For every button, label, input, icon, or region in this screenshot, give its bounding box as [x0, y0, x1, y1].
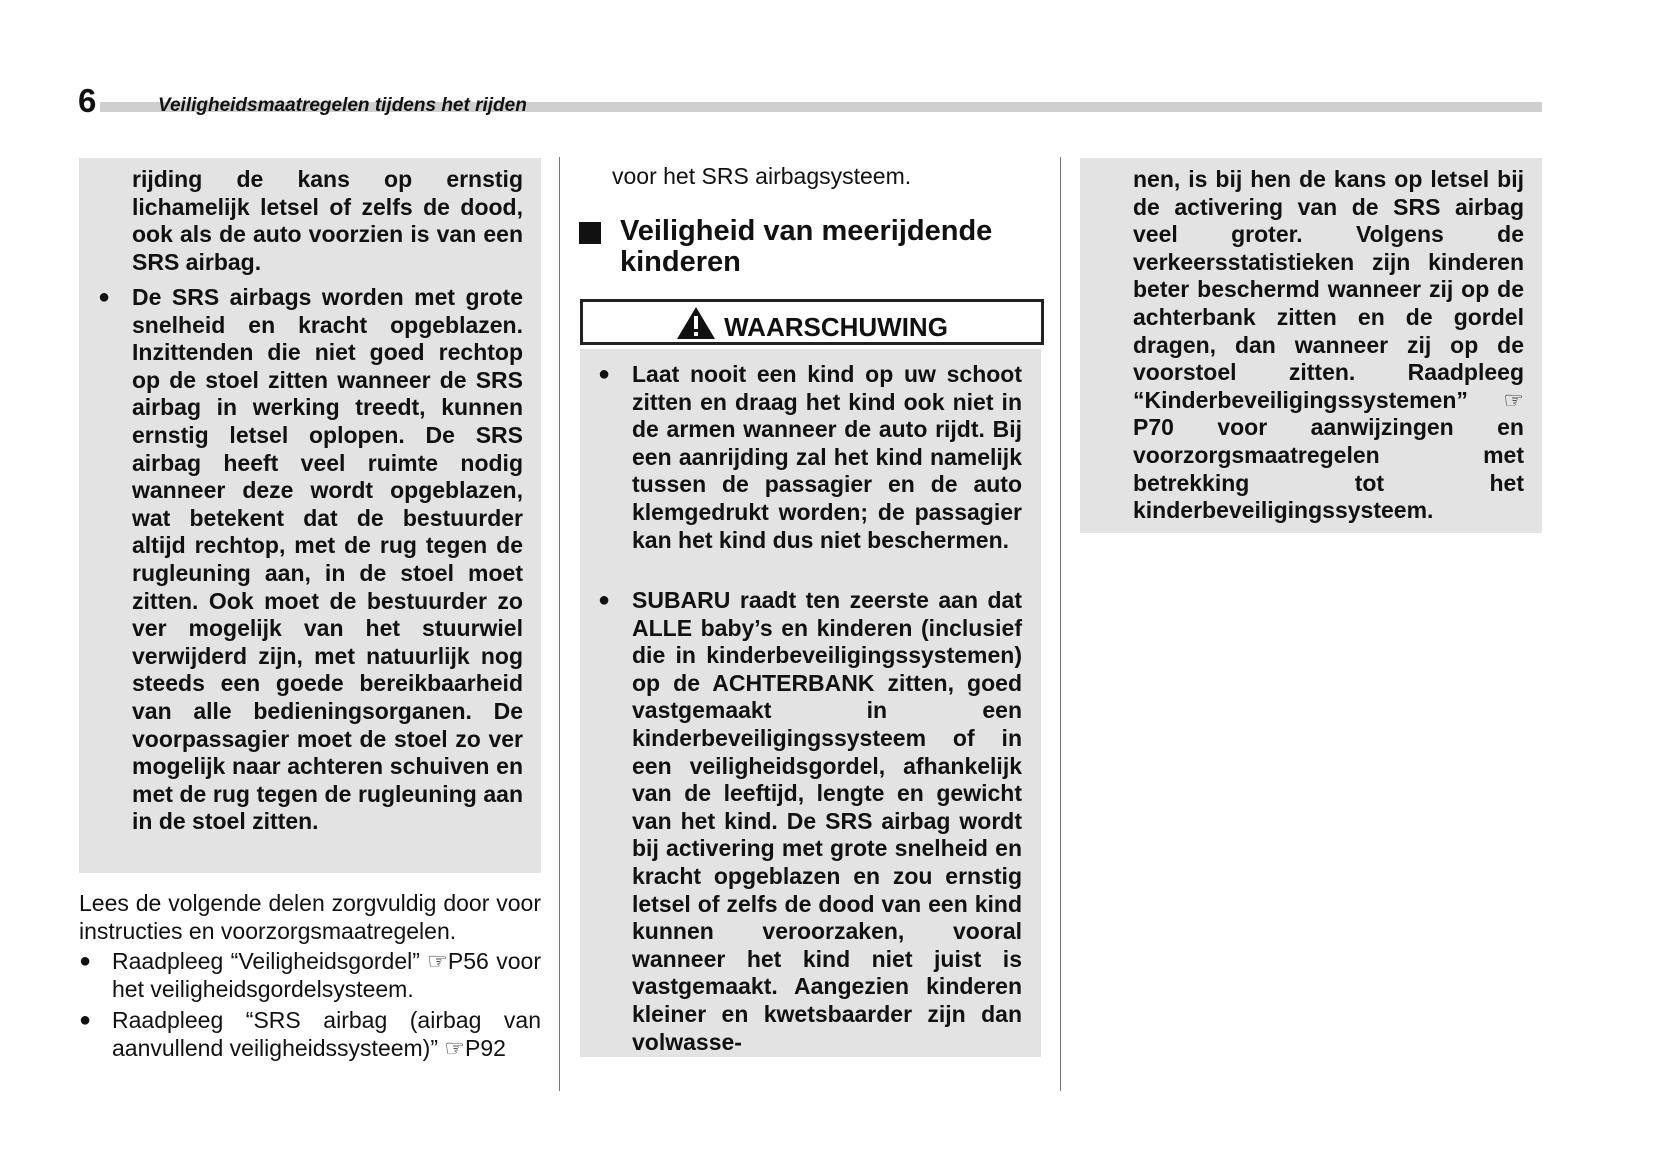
- warning-bullet: [598, 587, 1022, 1056]
- reference-item: [79, 1007, 541, 1062]
- section-heading: [580, 216, 1040, 278]
- page-title: Veiligheidsmaatregelen tijdens het rijden: [158, 95, 527, 116]
- warning-bullet-text: Laat nooit een kind op uw schoot zitten en draag het kind ook niet in de armen wanneer de auto rijdt. Bij een aanrijding zal het kind namelijk tussen de passagier en de auto klemgedrukt worden; de passagier kan het kind dus niet beschermen.: [632, 361, 1022, 553]
- column-divider: [1060, 157, 1061, 1091]
- warning-bullet: [598, 361, 1022, 554]
- intro-paragraph: Lees de volgende delen zorgvuldig door voor instructies en voorzorgsmaatregelen.: [79, 890, 541, 944]
- warning-text: rijding de kans op ernstig lichamelijk letsel of zelfs de dood, ook als de auto voorzien is van een SRS airbag.: [132, 166, 523, 275]
- continued-text: voor het SRS airbagsysteem.: [612, 163, 912, 189]
- warning-label: WAARSCHUWING: [724, 312, 948, 342]
- warning-bullet-text: De SRS airbags worden met grote snelheid en kracht opgeblazen. Inzittenden die niet goed rechtop op de stoel zitten wanneer de SRS airbag in werking treedt, kunnen ernstig letsel oplopen. De SRS airbag heeft veel ruimte nodig wanneer deze wordt opgeblazen, wat betekent dat de bestuurder altijd rechtop, met de rug tegen de rugleuning aan, in de stoel moet zitten. Ook moet de bestuurder zo ver mogelijk van het stuurwiel verwijderd zijn, met natuurlijk nog steeds een goede bereikbaarheid van alle bedieningsorganen. De voorpassagier moet de stoel zo ver mogelijk naar achteren schuiven en met de rug tegen de rugleuning aan in de stoel zitten.: [132, 284, 523, 835]
- bullet-icon: ●: [79, 1009, 92, 1031]
- warning-text: nen, is bij hen de kans op letsel bij de activering van de SRS airbag veel groter. Volgens de verkeersstatistieken zijn kinderen beter beschermd wanneer zij op de achterbank zitten en de gordel dragen, dan wanneer zij op de voorstoel zitten. Raadpleeg “Kinderbeveiligingssystemen” ☞P70 voor aanwijzingen en voorzorgsmaatregelen met betrekking tot het kinderbeveiligingssysteem.: [1133, 166, 1524, 524]
- section-square-icon: [579, 222, 601, 244]
- warning-bullet: [98, 284, 523, 836]
- warning-box-continued: [1080, 158, 1542, 533]
- warning-box: [580, 349, 1041, 1057]
- warning-triangle-icon: [676, 306, 716, 340]
- bullet-icon: ●: [79, 950, 92, 972]
- bullet-icon: ●: [598, 363, 611, 385]
- section-heading-text: Veiligheid van meerijdende kinderen: [620, 215, 993, 278]
- reference-text: Raadpleeg “SRS airbag (airbag van aanvullend veiligheidssysteem)” ☞P92: [112, 1007, 541, 1061]
- page-header: [78, 82, 1542, 122]
- warning-header: [580, 299, 1044, 345]
- warning-bullet-text: SUBARU raadt ten zeerste aan dat ALLE baby’s en kinderen (inclusief die in kinderbeveiligingssystemen) op de ACHTERBANK zitten, goed vastgemaakt in een kinderbeveiligingssysteem of in een veiligheidsgordel, afhankelijk van de leeftijd, lengte en gewicht van het kind. De SRS airbag wordt bij activering met grote snelheid en kracht opgeblazen en zou ernstig letsel of zelfs de dood van een kind kunnen veroorzaken, vooral wanneer het kind niet juist is vastgemaakt. Aangezien kinderen kleiner en kwetsbaarder zijn dan volwasse-: [632, 587, 1022, 1055]
- reference-text: Raadpleeg “Veiligheidsgordel” ☞P56 voor het veiligheidsgordelsysteem.: [112, 948, 541, 1002]
- reference-item: [79, 948, 541, 1003]
- column-divider: [559, 157, 560, 1091]
- warning-box-continued: [79, 158, 541, 873]
- bullet-icon: ●: [98, 286, 111, 308]
- bullet-icon: ●: [598, 589, 611, 611]
- page-number: 6: [78, 82, 97, 119]
